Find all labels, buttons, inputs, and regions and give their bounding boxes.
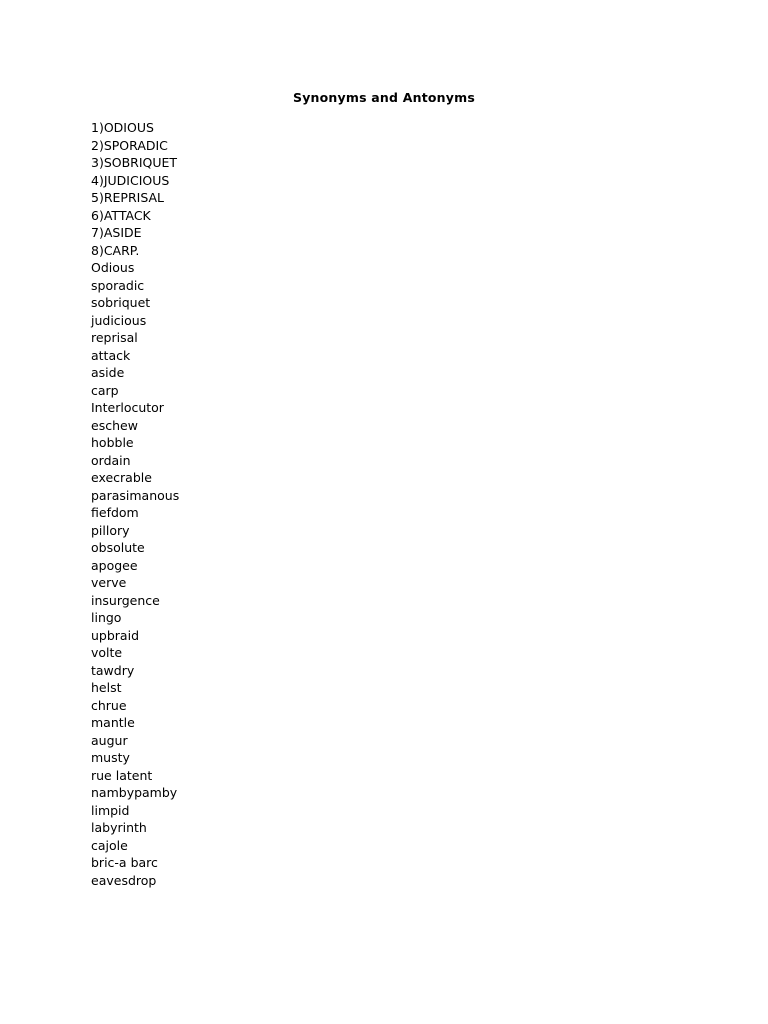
word-list-item: hobble bbox=[91, 435, 134, 450]
word-list-item: 1)ODIOUS bbox=[91, 120, 154, 135]
word-list-item: 6)ATTACK bbox=[91, 207, 151, 223]
word-list-item: parasimanous bbox=[91, 487, 180, 503]
word-list-item: tawdry bbox=[91, 662, 135, 678]
word-list-item: ordain bbox=[91, 452, 131, 468]
word-list-item: bric-a barc bbox=[91, 855, 158, 870]
word-list-item: pillory bbox=[91, 522, 130, 538]
word-list-item: reprisal bbox=[91, 330, 138, 345]
word-list-item: eavesdrop bbox=[91, 872, 157, 888]
word-list-item: volte bbox=[91, 645, 123, 660]
word-list-item: judicious bbox=[91, 312, 147, 328]
word-list-item: 5)REPRISAL bbox=[91, 190, 165, 205]
word-list-item: cajole bbox=[91, 837, 128, 853]
document-title: Synonyms and Antonyms bbox=[293, 90, 475, 105]
word-list-item: labyrinth bbox=[91, 820, 147, 835]
word-list-item: insurgence bbox=[91, 592, 160, 608]
word-list-item: execrable bbox=[91, 470, 152, 485]
word-list-item: aside bbox=[91, 365, 125, 380]
word-list-item: rue latent bbox=[91, 767, 153, 783]
word-list-item: musty bbox=[91, 750, 130, 765]
word-list-item: attack bbox=[91, 347, 131, 363]
word-list-item: Interlocutor bbox=[91, 400, 164, 415]
word-list-item: verve bbox=[91, 575, 127, 590]
word-list-item: obsolute bbox=[91, 540, 145, 555]
word-list-item: 4)JUDICIOUS bbox=[91, 172, 170, 188]
word-list-item: sobriquet bbox=[91, 295, 151, 310]
word-list-item: Odious bbox=[91, 260, 135, 275]
word-list-item: chrue bbox=[91, 697, 127, 713]
word-list-item: 8)CARP. bbox=[91, 242, 140, 258]
word-list-item: nambypamby bbox=[91, 785, 178, 800]
word-list-item: augur bbox=[91, 732, 128, 748]
word-list-item: 7)ASIDE bbox=[91, 225, 142, 240]
word-list-item: limpid bbox=[91, 802, 130, 818]
word-list-item: eschew bbox=[91, 417, 138, 433]
word-list-item: upbraid bbox=[91, 627, 139, 643]
word-list-item: lingo bbox=[91, 610, 122, 625]
word-list-item: helst bbox=[91, 680, 122, 695]
word-list-item: fiefdom bbox=[91, 505, 139, 520]
word-list-item: carp bbox=[91, 382, 119, 398]
word-list-item: mantle bbox=[91, 715, 135, 730]
word-list-item: sporadic bbox=[91, 277, 145, 293]
word-list-item: apogee bbox=[91, 557, 138, 573]
word-list bbox=[91, 119, 179, 889]
word-list-item: 2)SPORADIC bbox=[91, 137, 168, 153]
word-list-item: 3)SOBRIQUET bbox=[91, 155, 178, 170]
